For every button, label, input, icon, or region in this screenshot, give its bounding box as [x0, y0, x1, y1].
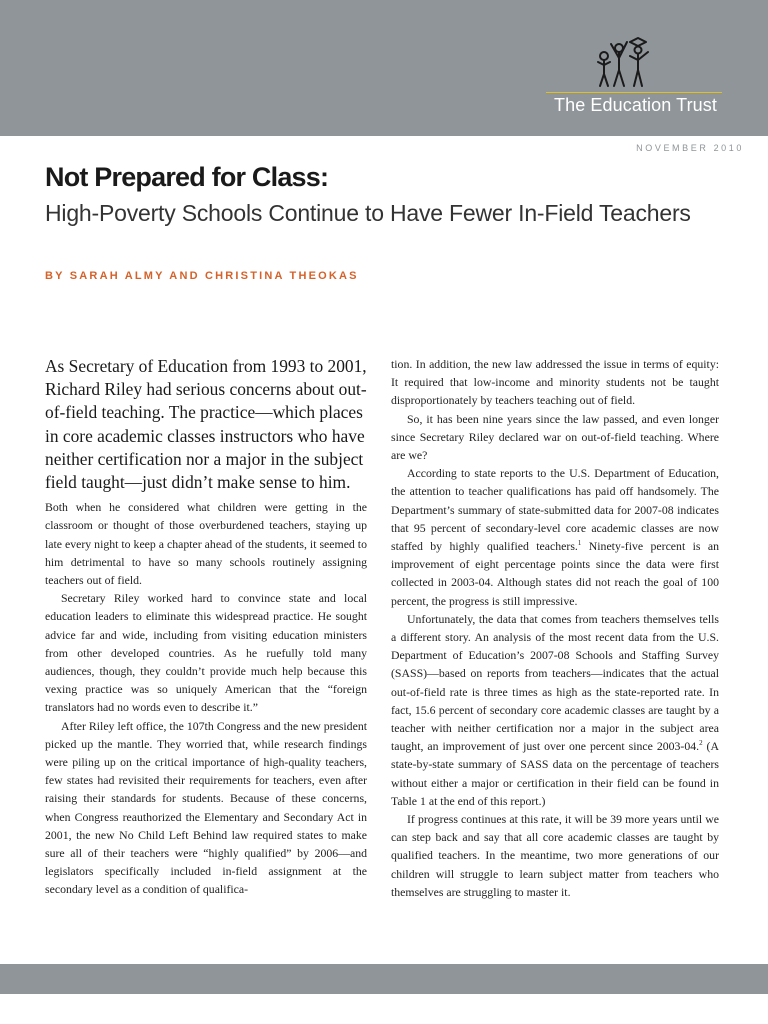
header-band	[0, 0, 768, 136]
body-paragraph: tion. In addition, the new law addressed the issue in terms of equity: It required that low-income and minority students not be taught disproportionately by teachers teaching out of field.	[391, 357, 719, 408]
body-paragraph: After Riley left office, the 107th Congress and the new president picked up the mantle. They worried that, while research findings were piling up on the critical importance of high-quality teachers, few states had revisited their requirements for teachers, even after raising their standards for students. Because of these concerns, when Congress reauthorized the Elementary and Secondary Act in 2001, the new No Child Left Behind law required states to make sure all of their teachers were “highly qualified” by 2006—and legislators specifically included in-field assignment at the secondary level as a condition of qualifica-	[45, 718, 367, 897]
publication-date: NOVEMBER 2010	[636, 143, 744, 153]
byline: BY SARAH ALMY AND CHRISTINA THEOKAS	[45, 270, 359, 282]
report-subtitle: High-Poverty Schools Continue to Have Fewer In-Field Teachers	[45, 200, 691, 226]
body-paragraph: If progress continues at this rate, it will be 39 more years until we can step back and say that all core academic classes are taught by qualified teachers. In the meantime, two more generations of our children will struggle to learn subject matter from teachers who themselves are struggling to master it.	[391, 812, 719, 899]
logo-rule	[546, 92, 722, 93]
body-text: (A state-by-state summary of SASS data on the percentage of teachers without either a major or certification in their field can be found in Table 1 at the end of this report.)	[391, 739, 719, 808]
footnote-ref: 1	[577, 539, 582, 548]
report-title: Not Prepared for Class:	[45, 162, 329, 192]
footnote-ref: 2	[699, 739, 703, 748]
body-paragraph	[391, 464, 719, 610]
body-text: According to state reports to the U.S. Department of Education, the attention to teacher qualifications has paid off handsomely. The Department’s summary of state-submitted data for 2007-08 indicates that 95 percent of secondary-level core academic classes are now staffed by highly qualified teachers.	[391, 466, 719, 554]
body-text: Unfortunately, the data that comes from teachers themselves tells a different story. An analysis of the most recent data from the U.S. Department of Education’s 2007-08 Schools and Staffing Survey (SASS)—based on reports from teachers—indicates that the actual out-of-field rate is three times as high as the state-reported rate. In fact, 15.6 percent of secondary core academic classes are taught by a teacher with neither certification nor a major in the subject area taught, an improvement of just over one percent since 2003-04.	[391, 611, 719, 754]
body-column-right	[391, 355, 719, 901]
body-column-left	[45, 355, 367, 899]
lead-paragraph: As Secretary of Education from 1993 to 2001, Richard Riley had serious concerns about out-of-field teaching. The practice—which places in core academic classes instructors who have neither certification nor a major in the subject field taught—just didn’t make sense to him.	[45, 356, 367, 493]
footer-band	[0, 964, 768, 994]
body-paragraph: Both when he considered what children were getting in the classroom or thought of those overburdened teachers, staying up late every night to keep a chapter ahead of the students, it seemed to him detrimental to have so many schools routinely assigning teachers out of field.	[45, 500, 367, 588]
body-paragraph: So, it has been nine years since the law passed, and even longer since Secretary Riley declared war on out-of-field teaching. Where are we?	[391, 411, 719, 463]
org-name: The Education Trust	[554, 95, 717, 115]
body-text: Ninety-five percent is an improvement of eight percentage points since the data were first collected in 2003-04. Although states did not reach the goal of 100 percent, the progress is still impressive.	[391, 539, 719, 608]
education-trust-logo-icon	[592, 34, 654, 92]
body-paragraph	[391, 610, 719, 810]
body-paragraph: Secretary Riley worked hard to convince state and local education leaders to eliminate this widespread practice. He sought advice far and wide, including from visiting education ministers from other developed countries. As he ruefully told many audiences, though, they couldn’t provide much help because this vexing practice was so uniquely American that the “foreign translators had no words even to describe it.”	[45, 591, 367, 715]
